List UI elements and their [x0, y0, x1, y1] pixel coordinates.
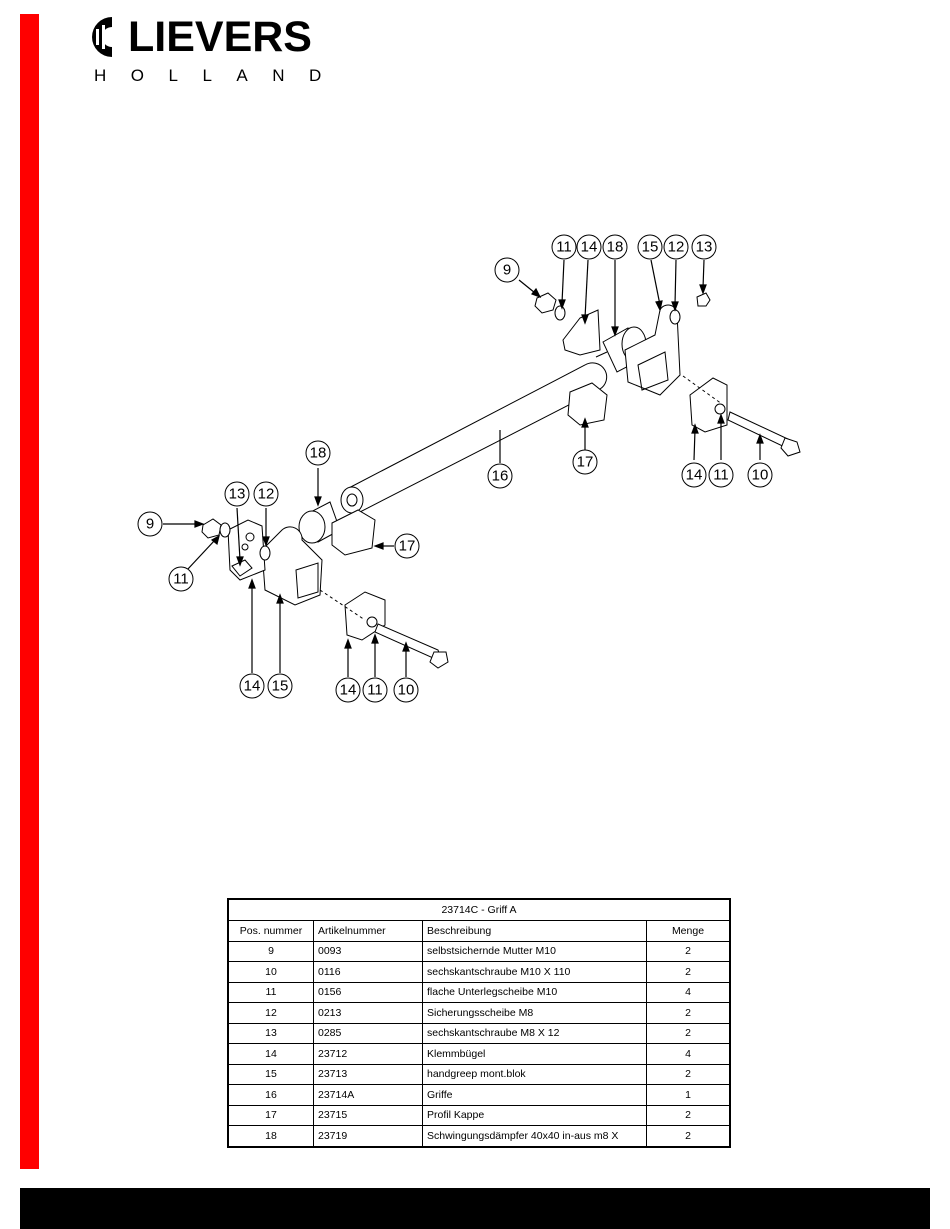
- cell-quantity: 2: [647, 1126, 731, 1147]
- red-side-bar: [20, 14, 39, 1169]
- callout-16: [488, 464, 512, 488]
- table-row: [228, 1085, 730, 1106]
- callout-11-right-top: [552, 235, 576, 259]
- table-row: [228, 1126, 730, 1147]
- table-row: [228, 962, 730, 983]
- svg-text:15: 15: [271, 677, 289, 695]
- callout-18-left: [306, 441, 330, 465]
- cell-pos: 11: [228, 982, 314, 1003]
- callout-11-left-top: [169, 567, 193, 591]
- cell-article: 0156: [314, 982, 423, 1003]
- callout-14-right-top: [577, 235, 601, 259]
- cell-description: Profil Kappe: [423, 1105, 647, 1126]
- parts-list-table: [227, 898, 731, 1148]
- cell-article: 0116: [314, 962, 423, 983]
- right-clamp-upper: [563, 310, 600, 355]
- cell-article: 23719: [314, 1126, 423, 1147]
- cell-description: Griffe: [423, 1085, 647, 1106]
- cell-pos: 13: [228, 1023, 314, 1044]
- table-row: [228, 1105, 730, 1126]
- svg-text:9: 9: [502, 261, 512, 279]
- svg-text:11: 11: [713, 466, 729, 484]
- logo-wordmark: LIEVERS: [128, 13, 312, 61]
- cell-pos: 17: [228, 1105, 314, 1126]
- cell-quantity: 2: [647, 1003, 731, 1024]
- column-header-pos: Pos. nummer: [228, 921, 314, 942]
- table-header-row: [228, 921, 730, 942]
- svg-text:14: 14: [685, 466, 703, 484]
- handle-tube: [345, 363, 607, 512]
- svg-text:14: 14: [339, 681, 357, 699]
- svg-text:14: 14: [243, 677, 261, 695]
- cell-article: 23714A: [314, 1085, 423, 1106]
- cell-quantity: 1: [647, 1085, 731, 1106]
- exploded-view-drawing: [120, 225, 820, 715]
- svg-text:14: 14: [580, 238, 598, 256]
- cell-pos: 16: [228, 1085, 314, 1106]
- callout-15-right: [638, 235, 662, 259]
- callout-12-right: [664, 235, 688, 259]
- callout-9-right: [495, 258, 519, 282]
- cell-description: handgreep mont.blok: [423, 1064, 647, 1085]
- table-row: [228, 1023, 730, 1044]
- callout-11-right-bottom: [709, 463, 733, 487]
- svg-text:18: 18: [606, 238, 624, 256]
- callout-13-right: [692, 235, 716, 259]
- table-row: [228, 982, 730, 1003]
- callout-10-right: [748, 463, 772, 487]
- svg-text:13: 13: [228, 485, 246, 503]
- cell-quantity: 2: [647, 1064, 731, 1085]
- callout-13-left: [225, 482, 249, 506]
- svg-text:12: 12: [257, 485, 275, 503]
- company-logo: [92, 12, 346, 85]
- cell-article: 0213: [314, 1003, 423, 1024]
- svg-text:9: 9: [145, 515, 155, 533]
- callout-14-left-bottom: [336, 678, 360, 702]
- callout-12-left: [254, 482, 278, 506]
- cell-pos: 14: [228, 1044, 314, 1065]
- table-row: [228, 941, 730, 962]
- cell-quantity: 4: [647, 1044, 731, 1065]
- cell-article: 0093: [314, 941, 423, 962]
- callout-17-left: [395, 534, 419, 558]
- svg-text:12: 12: [667, 238, 685, 256]
- footer-bar: [20, 1188, 930, 1229]
- table-title-row: [228, 899, 730, 921]
- left-profile-cap: [332, 510, 375, 555]
- callout-14-left-top: [240, 674, 264, 698]
- callout-9-left: [138, 512, 162, 536]
- table-row: [228, 1044, 730, 1065]
- svg-text:10: 10: [397, 681, 415, 699]
- column-header-quantity: Menge: [647, 921, 731, 942]
- column-header-article: Artikelnummer: [314, 921, 423, 942]
- svg-text:18: 18: [309, 444, 327, 462]
- svg-text:10: 10: [751, 466, 769, 484]
- callout-14-right-bottom: [682, 463, 706, 487]
- cell-pos: 15: [228, 1064, 314, 1085]
- svg-text:13: 13: [695, 238, 713, 256]
- cell-article: 23715: [314, 1105, 423, 1126]
- callout-11-left-bottom: [363, 678, 387, 702]
- cell-quantity: 2: [647, 1105, 731, 1126]
- callout-18-right: [603, 235, 627, 259]
- cell-description: Klemmbügel: [423, 1044, 647, 1065]
- svg-text:11: 11: [173, 570, 189, 588]
- cell-quantity: 4: [647, 982, 731, 1003]
- svg-text:17: 17: [576, 453, 594, 471]
- table-title: 23714C - Griff A: [228, 899, 730, 921]
- cell-quantity: 2: [647, 941, 731, 962]
- cell-article: 23712: [314, 1044, 423, 1065]
- logo-subtitle: HOLLAND: [94, 66, 346, 85]
- svg-text:11: 11: [556, 238, 572, 256]
- cell-pos: 18: [228, 1126, 314, 1147]
- callout-17-right: [573, 450, 597, 474]
- cell-article: 23713: [314, 1064, 423, 1085]
- cell-pos: 10: [228, 962, 314, 983]
- cell-description: sechskantschraube M10 X 110: [423, 962, 647, 983]
- cell-description: flache Unterlegscheibe M10: [423, 982, 647, 1003]
- table-row: [228, 1064, 730, 1085]
- callout-15-left: [268, 674, 292, 698]
- column-header-description: Beschreibung: [423, 921, 647, 942]
- cell-description: Sicherungsscheibe M8: [423, 1003, 647, 1024]
- svg-text:17: 17: [398, 537, 416, 555]
- svg-text:16: 16: [491, 467, 509, 485]
- table-row: [228, 1003, 730, 1024]
- svg-text:11: 11: [367, 681, 383, 699]
- cell-pos: 12: [228, 1003, 314, 1024]
- cell-quantity: 2: [647, 1023, 731, 1044]
- cell-description: sechskantschraube M8 X 12: [423, 1023, 647, 1044]
- cell-quantity: 2: [647, 962, 731, 983]
- left-nut: [202, 519, 221, 538]
- cell-pos: 9: [228, 941, 314, 962]
- cell-description: Schwingungsdämpfer 40x40 in-aus m8 X: [423, 1126, 647, 1147]
- callout-10-left: [394, 678, 418, 702]
- cell-description: selbstsichernde Mutter M10: [423, 941, 647, 962]
- svg-text:15: 15: [641, 238, 659, 256]
- cell-article: 0285: [314, 1023, 423, 1044]
